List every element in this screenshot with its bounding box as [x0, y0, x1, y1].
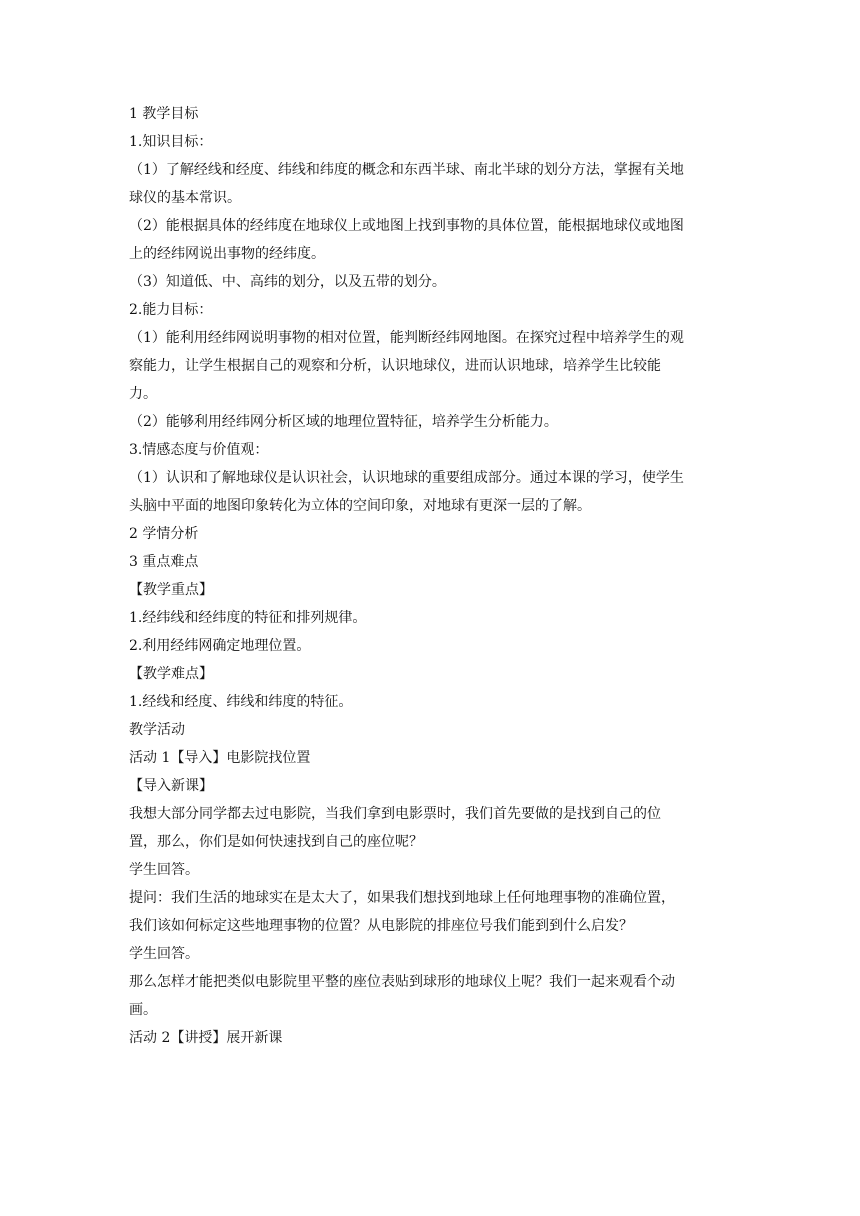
paragraph-line: 2.利用经纬网确定地理位置。 — [129, 638, 311, 654]
bracket-heading: 【教学重点】 — [129, 582, 213, 598]
paragraph-line: （1）能利用经纬网说明事物的相对位置，能判断经纬网地图。在探究过程中培养学生的观 — [129, 330, 684, 346]
document-body — [129, 100, 739, 1052]
paragraph-line: 球仪的基本常识。 — [129, 190, 241, 206]
paragraph-line: 提问：我们生活的地球实在是太大了，如果我们想找到地球上任何地理事物的准确位置， — [129, 890, 675, 906]
paragraph-line: 置，那么，你们是如何快速找到自己的座位呢？ — [129, 834, 423, 850]
paragraph-line: 画。 — [129, 1002, 157, 1018]
paragraph-line: （2）能够利用经纬网分析区域的地理位置特征，培养学生分析能力。 — [129, 414, 558, 430]
bracket-heading: 【教学难点】 — [129, 666, 213, 682]
paragraph-line: 察能力，让学生根据自己的观察和分析，认识地球仪，进而认识地球，培养学生比较能 — [129, 358, 661, 374]
paragraph-line: 1.经线和经度、纬线和纬度的特征。 — [129, 694, 353, 710]
section-heading: 2 学情分析 — [129, 526, 199, 542]
paragraph-line: 头脑中平面的地图印象转化为立体的空间印象，对地球有更深一层的了解。 — [129, 498, 591, 514]
subheading: 2.能力目标： — [129, 302, 213, 318]
paragraph-line: 1.经纬线和经纬度的特征和排列规律。 — [129, 610, 367, 626]
activity-heading: 活动 1【导入】电影院找位置 — [129, 750, 311, 766]
section-heading: 教学活动 — [129, 722, 185, 738]
paragraph-line: 我们该如何标定这些地理事物的位置？从电影院的排座位号我们能到到什么启发？ — [129, 918, 633, 934]
activity-heading: 活动 2【讲授】展开新课 — [129, 1030, 283, 1046]
paragraph-line: （1）认识和了解地球仪是认识社会，认识地球的重要组成部分。通过本课的学习，使学生 — [129, 470, 684, 486]
paragraph-line: 学生回答。 — [129, 862, 199, 878]
paragraph-line: 上的经纬网说出事物的经纬度。 — [129, 246, 325, 262]
paragraph-line: （2）能根据具体的经纬度在地球仪上或地图上找到事物的具体位置，能根据地球仪或地图 — [129, 218, 684, 234]
paragraph-line: （1）了解经线和经度、纬线和纬度的概念和东西半球、南北半球的划分方法，掌握有关地 — [129, 162, 684, 178]
bracket-heading: 【导入新课】 — [129, 778, 213, 794]
paragraph-line: 我想大部分同学都去过电影院，当我们拿到电影票时，我们首先要做的是找到自己的位 — [129, 806, 661, 822]
section-heading: 3 重点难点 — [129, 554, 199, 570]
subheading: 3.情感态度与价值观： — [129, 442, 269, 458]
paragraph-line: 学生回答。 — [129, 946, 199, 962]
subheading: 1.知识目标： — [129, 134, 213, 150]
paragraph-line: （3）知道低、中、高纬的划分，以及五带的划分。 — [129, 274, 446, 290]
paragraph-line: 那么怎样才能把类似电影院里平整的座位表贴到球形的地球仪上呢？我们一起来观看个动 — [129, 974, 675, 990]
section-heading: 1 教学目标 — [129, 106, 199, 122]
paragraph-line: 力。 — [129, 386, 157, 402]
